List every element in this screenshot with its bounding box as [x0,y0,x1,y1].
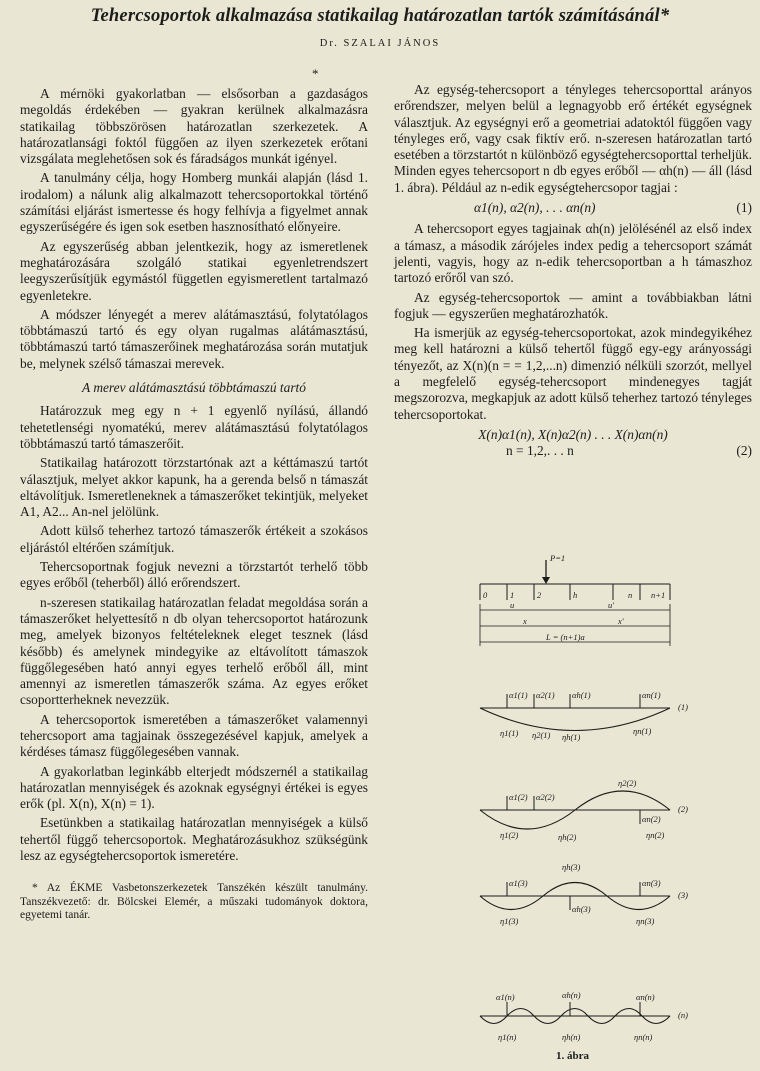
alpha-label: αn(1) [642,690,661,700]
support-label: h [573,590,578,600]
article-title: Tehercsoportok alkalmazása statikailag határozatlan tartók számításánál* [90,6,670,26]
equation-2 [394,443,752,459]
eta-label: ηh(1) [562,732,581,742]
support-label: n [628,590,633,600]
paragraph: A tanulmány célja, hogy Homberg munkái alapján (lásd 1. irodalom) a nálunk alig alkalmazott tehercsoportokkal történő számítási eljárást ismertesse és hogy felhívja a figyelmet annak egyszerűségére és igen sok esetben hasznosítható előnyeire. [20,170,368,235]
alpha-label: α2(2) [536,792,555,802]
eta-label: ηn(1) [633,726,652,736]
paragraph: A mérnöki gyakorlatban — elsősorban a gazdaságos megoldás érdekében — gyakran kerülnek alkalmazásra statikailag többszörösen határozatlan szerkezetek. A határozatlansági foktól függően az ilyen szerkezetek erőtani vizsgálata meglehetősen sok és fáradságos munkát igényel. [20,86,368,167]
dimension-label: u [510,600,515,610]
eta-label: ηh(2) [558,832,577,842]
paragraph: A módszer lényegét a merev alátámasztású, folytatólagos többtámaszú tartó és egy olyan rugalmas alátámasztású, többtámaszú tartó támaszerőinek meghatározása során mutatjuk be, melynek szélső támaszai merevek. [20,306,368,371]
eta-label: ηh(3) [562,862,581,872]
load-label: P=1 [550,553,566,563]
figure-1-diagram [458,548,698,1053]
dimension-label: L = (n+1)a [546,632,585,642]
paragraph: Tehercsoportnak fogjuk nevezni a törzstartót terhelő több egyes erőből (teherből) álló erőrendszert. [20,559,368,591]
support-label: 1 [510,590,515,600]
eta-label: η2(1) [532,730,551,740]
support-label: 2 [537,590,542,600]
alpha-label: αh(n) [562,990,581,1000]
right-column [394,82,752,462]
equation-number: (2) [736,443,752,459]
alpha-label: αn(2) [642,814,661,824]
equation-1 [394,199,752,217]
dimension-label: u' [608,600,615,610]
eta-label: ηn(3) [636,916,655,926]
equation-2-body: X(n)α1(n), X(n)α2(n) . . . X(n)αn(n) [478,426,668,442]
eta-label: η1(3) [500,916,519,926]
footnote: * Az ÉKME Vasbetonszerkezetek Tanszékén készült tanulmány. Tanszékvezető: dr. Bölcskei Elemér, a műszaki tudományok doktora, egyetemi tanár. [20,882,368,922]
dimension-label: x [523,616,527,626]
paragraph: Ha ismerjük az egység-tehercsoportokat, azok mindegyikéhez meg kell határozni a külső tehertől függő egy-egy arányossági tényezőt, az X(n)(n = = 1,2,...n) dimenzió nélküli szorzót, mellyel a megfelelő egység-tehercsoport mindenegyes tagját megszorozva, megkapjuk az adott külső teherhez tartozó tényleges tehercsoportokat. [394,325,752,422]
group-label: (n) [678,1010,688,1020]
paragraph: A tehercsoportok ismeretében a támaszerőket valamennyi tehercsoport ama tagjainak összegezésével kapjuk, amelyek a kérdéses támasz függőlegesében vannak. [20,711,368,760]
group-label: (1) [678,702,688,712]
paragraph: Esetünkben a statikailag határozatlan mennyiségek a külső tehertől függő tehercsoportok. Meghatározásukhoz szükségünk lesz az egységtehercsoportok ismeretére. [20,815,368,864]
paragraph: Az egység-tehercsoport a tényleges tehercsoporttal arányos erőrendszer, melyen belül a legnagyobb erő értékét egységnek választjuk. Az egységnyi erő a geometriai adatoktól függően vagy tényleges erő, vagy csak fiktív erő. n-szeresen határozatlan tartó esetében a törzstartót n különböző egységtehercsoporttal terheljük. Minden egyes tehercsoport n db egyes erőből — αh(n) — áll (lásd 1. ábra). Például az n-edik egységtehercsopor tagjai : [394,82,752,195]
paragraph: Határozzuk meg egy n + 1 egyenlő nyílású, állandó tehetetlenségi nyomatékú, merev alátámasztású folytatólagos többtámaszú tartó támaszerőit. [20,403,368,451]
paragraph: A tehercsoport egyes tagjainak αh(n) jelölésénél az első index a támasz, a második zárójeles index pedig a tehercsoport számát jelenti, vagyis, hogy az n-edik tehercsoportban a h támaszhoz tartozó erőről van szó. [394,221,752,286]
support-label: 0 [483,590,488,600]
group-label: (2) [678,804,688,814]
eta-label: η2(2) [618,778,637,788]
group-label: (3) [678,890,688,900]
paragraph: Adott külső teherhez tartozó támaszerők értékeit a szokásos eljárástól eltérően számítjuk. [20,523,368,555]
alpha-label: α1(n) [496,992,515,1002]
equation-range: n = 1,2,. . . n [506,443,574,459]
paragraph: Statikailag határozott törzstartónak azt a kéttámaszú tartót választjuk, melyet akkor kapunk, ha a gerenda belső n támaszát eltávolítjuk. Ismeretleneknek a támaszerőket tekintjük, melyeket A1, A2... An-nel jelölünk. [20,455,368,520]
alpha-label: α1(3) [509,878,528,888]
left-column [20,86,368,923]
eta-label: η1(2) [500,830,519,840]
alpha-label: α2(1) [536,690,555,700]
support-label: n+1 [651,590,666,600]
paragraph: n-szeresen statikailag határozatlan feladat megoldása során a támaszerőket helyettesítő n db olyan tehercsoportot határozunk meg, amelyek bizonyos feltételeknek eleget tesznek (lásd később) és amelynek mindegyike az eltávolított támaszok függőlegesében ható annyi egyes terhelő erőből áll, mint amennyi az ismeretlen támaszerők száma. Az egyes erőket csoportterheknek nevezzük. [20,594,368,708]
eta-label: ηn(2) [646,830,665,840]
dimension-label: x' [618,616,624,626]
alpha-label: α1(2) [509,792,528,802]
eta-label: η1(n) [498,1032,517,1042]
alpha-label: αh(1) [572,690,591,700]
alpha-label: αn(n) [636,992,655,1002]
paragraph: Az egyszerűség abban jelentkezik, hogy az ismeretlenek meghatározására szolgáló statikai egyenletrendszert leegyszerűsítjük egymástól független egyismeretlent tartalmazó egyenletekre. [20,238,368,303]
author-line: Dr. SZALAI JÁNOS [319,38,441,49]
figure-caption: 1. ábra [556,1050,589,1062]
section-heading: A merev alátámasztású többtámaszú tartó [82,380,306,396]
paragraph: Az egység-tehercsoportok — amint a továbbiakban látni fogjuk — egyszerűen meghatározhatók. [394,289,752,321]
eta-label: ηh(n) [562,1032,581,1042]
alpha-label: αh(3) [572,904,591,914]
equation-body: α1(n), α2(n), . . . αn(n) [474,200,596,216]
paragraph: A gyakorlatban leginkább elterjedt módszernél a statikailag határozatlan mennyiségek és azoknak egységnyi értékei is egyes erők (pl. X(n), X(n) = 1). [20,763,368,812]
eta-label: η1(1) [500,728,519,738]
eta-label: ηn(n) [634,1032,653,1042]
alpha-label: α1(1) [509,690,528,700]
equation-number: (1) [736,200,752,216]
alpha-label: αn(3) [642,878,661,888]
section-star: * [312,66,319,81]
